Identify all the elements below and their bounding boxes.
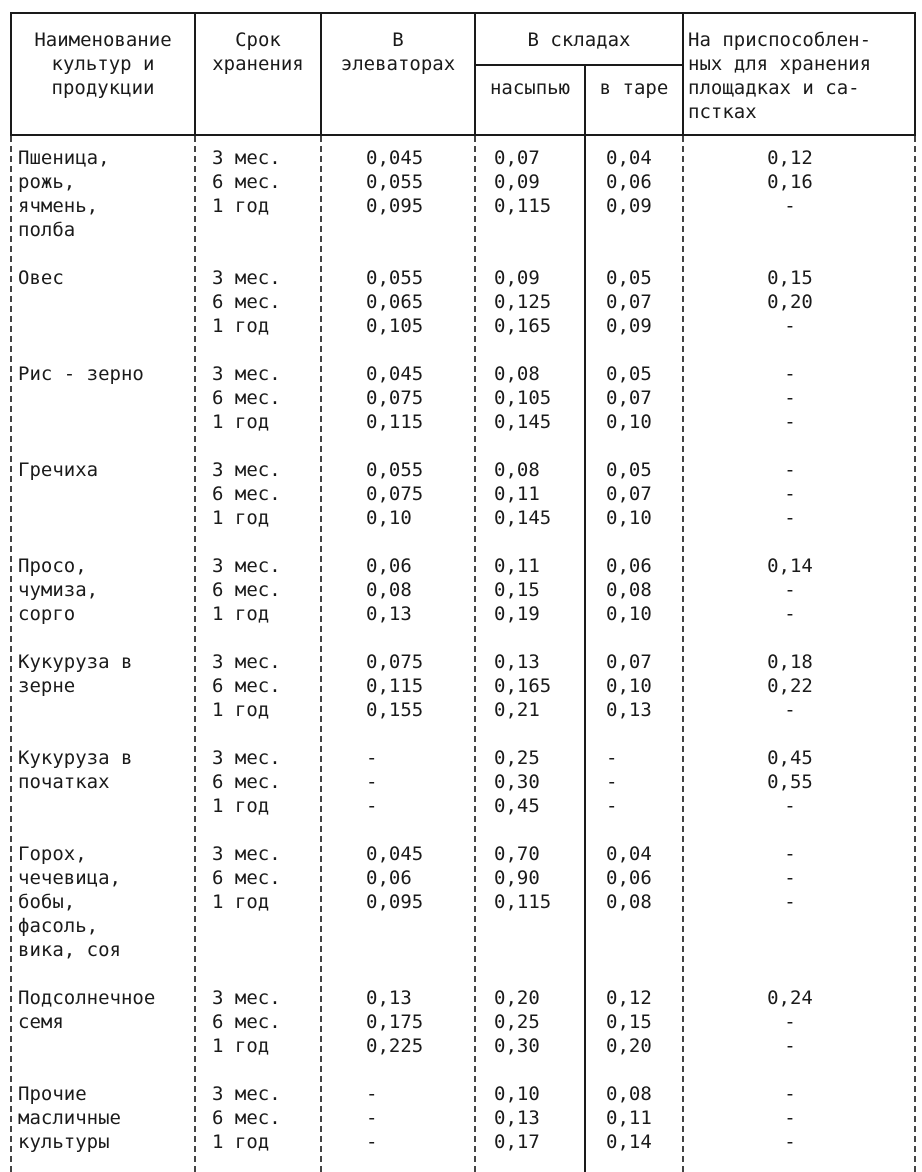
vline-5 [682,12,684,136]
sites-line: - [784,459,796,481]
periods-line: 1 год [212,315,270,337]
name-line: фасоль, [18,915,99,937]
cell-container [606,146,676,218]
cell-periods [212,986,320,1058]
cell-name [18,458,194,482]
periods-line: 1 год [212,411,270,433]
bulk-line: 0,90 [494,867,540,889]
cell-name [18,986,194,1034]
periods-line: 1 год [212,507,270,529]
cell-elevators [366,458,466,530]
cell-container [606,362,676,434]
cell-periods [212,146,320,218]
elevators-line: 0,055 [366,171,424,193]
name-line: Пшеница, [18,147,110,169]
container-line: - [606,747,618,769]
container-line: 0,07 [606,483,652,505]
bulk-line: 0,15 [494,579,540,601]
bulk-line: 0,165 [494,675,552,697]
vline-4 [584,64,586,136]
container-line: - [606,795,618,817]
bulk-line: 0,25 [494,1011,540,1033]
cell-container [606,650,676,722]
cell-bulk [494,266,574,338]
cell-bulk [494,554,574,626]
cell-name [18,362,194,386]
header-bottom-border [10,134,916,136]
sites-line: - [784,1083,796,1105]
container-line: 0,15 [606,1011,652,1033]
name-line: Кукуруза в [18,651,133,673]
elevators-line: 0,045 [366,147,424,169]
container-line: 0,04 [606,843,652,865]
bulk-line: 0,08 [494,459,540,481]
sites-line: 0,55 [767,771,813,793]
name-line: чумиза, [18,579,99,601]
periods-line: 6 мес. [212,579,281,601]
bulk-line: 0,115 [494,195,552,217]
container-line: 0,08 [606,579,652,601]
elevators-line: 0,175 [366,1011,424,1033]
sites-line: - [784,411,796,433]
cell-sites [740,554,840,626]
cell-bulk [494,842,574,914]
elevators-line: 0,055 [366,267,424,289]
bulk-line: 0,105 [494,387,552,409]
cell-bulk [494,746,574,818]
name-line: Гречиха [18,459,99,481]
name-line: культуры [18,1131,110,1153]
bulk-line: 0,115 [494,891,552,913]
bulk-line: 0,125 [494,291,552,313]
name-line: масличные [18,1107,121,1129]
cell-elevators [366,146,466,218]
container-line: 0,11 [606,1107,652,1129]
elevators-line: 0,08 [366,579,412,601]
name-line: полба [18,219,76,241]
name-line: Горох, [18,843,87,865]
cell-periods [212,458,320,530]
sites-line: 0,14 [767,555,813,577]
periods-line: 6 мес. [212,675,281,697]
bulk-line: 0,13 [494,651,540,673]
cell-elevators [366,746,466,818]
sites-line: 0,16 [767,171,813,193]
elevators-line: 0,095 [366,891,424,913]
cell-periods [212,650,320,722]
container-line: 0,05 [606,459,652,481]
container-line: 0,14 [606,1131,652,1153]
dash-1 [194,136,196,1172]
header-name: Наименование культур и продукции [34,29,172,99]
name-line: ячмень, [18,195,99,217]
name-line: чечевица, [18,867,121,889]
elevators-line: 0,155 [366,699,424,721]
periods-line: 1 год [212,1035,270,1057]
cell-periods [212,266,320,338]
cell-name [18,746,194,794]
container-line: 0,13 [606,699,652,721]
periods-line: 6 мес. [212,171,281,193]
dash-3 [474,136,476,1172]
sites-line: 0,20 [767,291,813,313]
cell-sites [740,146,840,218]
cell-sites [740,266,840,338]
name-line: сорго [18,603,76,625]
header-bulk: насыпью [489,77,571,99]
header-sites: На приспособлен- ных для хранения площадках и са- пстках [688,29,872,123]
cell-periods [212,554,320,626]
container-line: 0,07 [606,291,652,313]
periods-line: 3 мес. [212,363,281,385]
periods-line: 6 мес. [212,771,281,793]
elevators-line: 0,075 [366,651,424,673]
elevators-line: - [366,1107,378,1129]
cell-sites [740,1082,840,1154]
periods-line: 3 мес. [212,651,281,673]
cell-elevators [366,842,466,914]
bulk-line: 0,70 [494,843,540,865]
sites-line: - [784,1107,796,1129]
periods-line: 1 год [212,1131,270,1153]
elevators-line: 0,10 [366,507,412,529]
sites-line: - [784,507,796,529]
periods-line: 6 мес. [212,1107,281,1129]
bulk-line: 0,08 [494,363,540,385]
vline-right [914,12,916,136]
name-line: вика, соя [18,939,121,961]
elevators-line: 0,06 [366,555,412,577]
elevators-line: - [366,747,378,769]
name-line: початках [18,771,110,793]
elevators-line: 0,115 [366,675,424,697]
bulk-line: 0,165 [494,315,552,337]
container-line: 0,10 [606,675,652,697]
sites-line: - [784,1011,796,1033]
cell-sites [740,458,840,530]
sites-line: - [784,867,796,889]
header-elevators: В элеваторах [340,29,456,75]
header-container: в таре [599,77,669,99]
container-line: 0,09 [606,195,652,217]
periods-line: 6 мес. [212,483,281,505]
bulk-line: 0,20 [494,987,540,1009]
periods-line: 1 год [212,195,270,217]
sites-line: - [784,483,796,505]
elevators-line: 0,13 [366,603,412,625]
periods-line: 3 мес. [212,267,281,289]
cell-name [18,554,194,626]
cell-elevators [366,266,466,338]
container-line: 0,08 [606,891,652,913]
bulk-line: 0,11 [494,555,540,577]
periods-line: 6 мес. [212,1011,281,1033]
bulk-line: 0,19 [494,603,540,625]
elevators-line: 0,065 [366,291,424,313]
cell-sites [740,362,840,434]
elevators-line: - [366,771,378,793]
sites-line: - [784,699,796,721]
container-line: 0,20 [606,1035,652,1057]
elevators-line: - [366,1083,378,1105]
name-line: зерне [18,675,76,697]
dash-2 [320,136,322,1172]
sites-line: - [784,363,796,385]
cell-periods [212,746,320,818]
sites-line: 0,24 [767,987,813,1009]
cell-elevators [366,362,466,434]
periods-line: 3 мес. [212,843,281,865]
cell-elevators [366,554,466,626]
container-line: 0,06 [606,555,652,577]
periods-line: 3 мес. [212,1083,281,1105]
cell-container [606,458,676,530]
cell-container [606,1082,676,1154]
container-line: 0,06 [606,171,652,193]
bulk-line: 0,07 [494,147,540,169]
sites-line: 0,12 [767,147,813,169]
cell-periods [212,1082,320,1154]
cell-container [606,266,676,338]
bulk-line: 0,11 [494,483,540,505]
periods-line: 1 год [212,699,270,721]
bulk-line: 0,17 [494,1131,540,1153]
cell-bulk [494,1082,574,1154]
container-line: - [606,771,618,793]
sites-line: 0,18 [767,651,813,673]
cell-sites [740,986,840,1058]
periods-line: 3 мес. [212,147,281,169]
container-line: 0,06 [606,867,652,889]
container-line: 0,05 [606,267,652,289]
cell-bulk [494,986,574,1058]
bulk-line: 0,45 [494,795,540,817]
cell-periods [212,842,320,914]
elevators-line: 0,075 [366,387,424,409]
periods-line: 1 год [212,603,270,625]
elevators-line: 0,06 [366,867,412,889]
name-line: семя [18,1011,64,1033]
container-line: 0,08 [606,1083,652,1105]
elevators-line: 0,225 [366,1035,424,1057]
sites-line: - [784,579,796,601]
elevators-line: 0,045 [366,843,424,865]
cell-name [18,1082,194,1154]
elevators-line: - [366,795,378,817]
bulk-line: 0,25 [494,747,540,769]
cell-container [606,746,676,818]
bulk-line: 0,09 [494,267,540,289]
name-line: Кукуруза в [18,747,133,769]
periods-line: 6 мес. [212,867,281,889]
name-line: Прочие [18,1083,87,1105]
periods-line: 1 год [212,891,270,913]
periods-line: 3 мес. [212,987,281,1009]
periods-line: 1 год [212,795,270,817]
cell-container [606,986,676,1058]
header-period: Срок хранения [212,29,304,75]
bulk-line: 0,145 [494,507,552,529]
bulk-line: 0,145 [494,411,552,433]
sites-line: 0,45 [767,747,813,769]
name-line: Рис - зерно [18,363,144,385]
vline-4-body [584,136,586,1172]
cell-bulk [494,146,574,218]
elevators-line: 0,055 [366,459,424,481]
elevators-line: 0,105 [366,315,424,337]
sites-line: 0,22 [767,675,813,697]
cell-bulk [494,458,574,530]
elevators-line: 0,13 [366,987,412,1009]
sites-line: - [784,603,796,625]
periods-line: 6 мес. [212,387,281,409]
container-line: 0,10 [606,411,652,433]
bulk-line: 0,30 [494,771,540,793]
cell-container [606,554,676,626]
elevators-line: 0,075 [366,483,424,505]
container-line: 0,05 [606,363,652,385]
name-line: рожь, [18,171,76,193]
bulk-line: 0,10 [494,1083,540,1105]
cell-container [606,842,676,914]
sites-line: - [784,315,796,337]
cell-name [18,650,194,698]
bulk-line: 0,30 [494,1035,540,1057]
periods-line: 6 мес. [212,291,281,313]
name-line: Подсолнечное [18,987,156,1009]
container-line: 0,10 [606,507,652,529]
top-border [10,12,916,14]
container-line: 0,12 [606,987,652,1009]
cell-sites [740,842,840,914]
name-line: бобы, [18,891,76,913]
container-line: 0,07 [606,651,652,673]
periods-line: 3 мес. [212,459,281,481]
sites-line: 0,15 [767,267,813,289]
warehouses-subheader-line [474,64,682,66]
header-warehouses: В складах [527,29,631,51]
sites-line: - [784,195,796,217]
dash-right [914,136,916,1172]
cell-name [18,146,194,242]
cell-elevators [366,650,466,722]
elevators-line: 0,095 [366,195,424,217]
container-line: 0,10 [606,603,652,625]
sites-line: - [784,387,796,409]
container-line: 0,04 [606,147,652,169]
bulk-line: 0,21 [494,699,540,721]
cell-name [18,842,194,962]
cell-elevators [366,1082,466,1154]
elevators-line: 0,115 [366,411,424,433]
sites-line: - [784,1035,796,1057]
bulk-line: 0,09 [494,171,540,193]
sites-line: - [784,891,796,913]
cell-bulk [494,650,574,722]
dash-5 [682,136,684,1172]
sites-line: - [784,843,796,865]
dash-left [10,136,12,1172]
elevators-line: 0,045 [366,363,424,385]
periods-line: 3 мес. [212,747,281,769]
sites-line: - [784,1131,796,1153]
bulk-line: 0,13 [494,1107,540,1129]
periods-line: 3 мес. [212,555,281,577]
container-line: 0,09 [606,315,652,337]
name-line: Овес [18,267,64,289]
cell-elevators [366,986,466,1058]
cell-name [18,266,194,290]
cell-periods [212,362,320,434]
container-line: 0,07 [606,387,652,409]
cell-bulk [494,362,574,434]
sites-line: - [784,795,796,817]
name-line: Просо, [18,555,87,577]
cell-sites [740,746,840,818]
elevators-line: - [366,1131,378,1153]
cell-sites [740,650,840,722]
